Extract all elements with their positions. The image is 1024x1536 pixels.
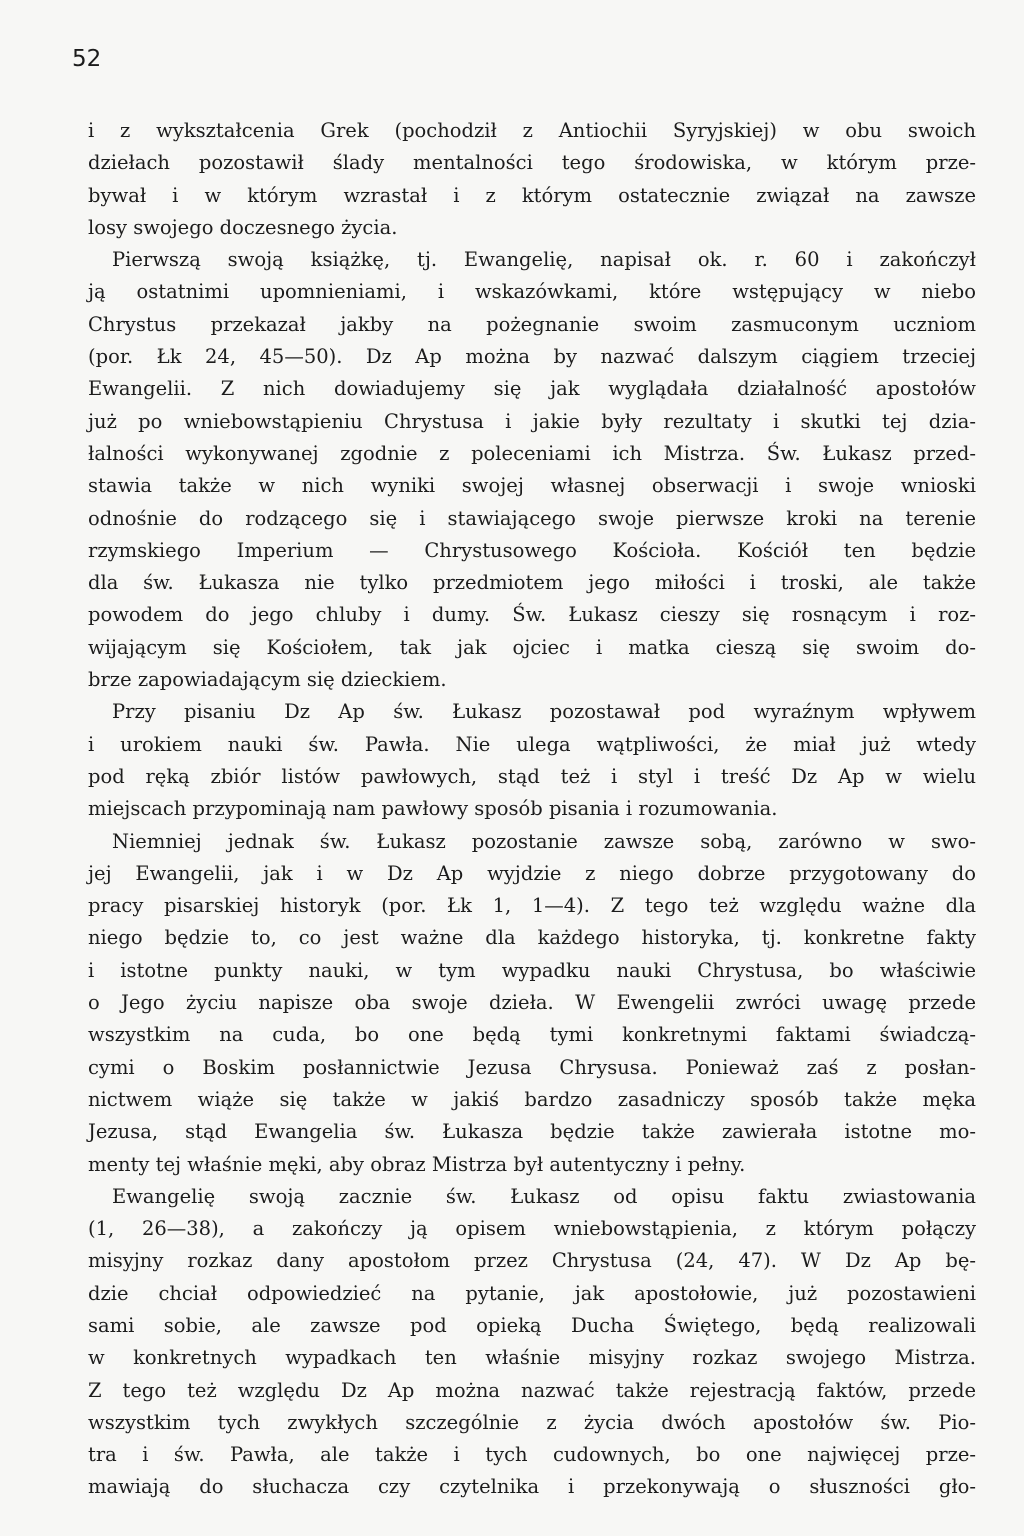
text-line: i z wykształcenia Grek (pochodził z Antiochii Syryjskiej) w obu swoich: [88, 119, 976, 142]
text-line: dzie chciał odpowiedzieć na pytanie, jak apostołowie, już pozostawieni: [88, 1281, 976, 1305]
text-line: sami sobie, ale zawsze pod opieką Ducha Świętego, będą realizowali: [88, 1313, 976, 1337]
text-line: Chrystus przekazał jakby na pożegnanie swoim zasmuconym uczniom: [88, 312, 976, 336]
text-line: brze zapowiadającym się dzieckiem.: [88, 668, 447, 692]
text-line: pracy pisarskiej historyk (por. Łk 1, 1—4). Z tego też względu ważne dla: [88, 894, 976, 918]
text-line: Przy pisaniu Dz Ap św. Łukasz pozostawał pod wyraźnym wpływem: [112, 700, 976, 724]
text-line: odnośnie do rodzącego się i stawiającego swoje pierwsze kroki na terenie: [88, 506, 976, 530]
text-line: ją ostatnimi upomnieniami, i wskazówkami, które wstępujący w niebo: [88, 280, 976, 304]
text-line: bywał i w którym wzrastał i z którym ostatecznie związał na zawsze: [88, 183, 976, 207]
text-line: Pierwszą swoją książkę, tj. Ewangelię, napisał ok. r. 60 i zakończył: [112, 248, 976, 272]
body-text: [88, 115, 976, 1504]
text-line: Ewangelii. Z nich dowiadujemy się jak wyglądała działalność apostołów: [88, 377, 976, 401]
text-line: rzymskiego Imperium — Chrystusowego Kościoła. Kościół ten będzie: [88, 538, 976, 562]
text-line: dla św. Łukasza nie tylko przedmiotem jego miłości i troski, ale także: [88, 571, 976, 595]
text-line: nictwem wiąże się także w jakiś bardzo zasadniczy sposób także męka: [88, 1087, 976, 1111]
text-line: (por. Łk 24, 45—50). Dz Ap można by nazwać dalszym ciągiem trzeciej: [88, 345, 976, 369]
text-line: (1, 26—38), a zakończy ją opisem wniebowstąpienia, z którym połączy: [88, 1217, 976, 1241]
text-line: tra i św. Pawła, ale także i tych cudownych, bo one najwięcej prze-: [88, 1443, 976, 1467]
text-line: o Jego życiu napisze oba swoje dzieła. W Ewengelii zwróci uwagę przede: [88, 991, 976, 1015]
text-line: miejscach przypominają nam pawłowy sposób pisania i rozumowania.: [88, 797, 778, 821]
page-number: 52: [72, 46, 102, 72]
text-line: i urokiem nauki św. Pawła. Nie ulega wątpliwości, że miał już wtedy: [88, 732, 976, 756]
text-line: mawiają do słuchacza czy czytelnika i przekonywają o słuszności gło-: [88, 1475, 976, 1499]
text-line: cymi o Boskim posłannictwie Jezusa Chrysusa. Ponieważ zaś z posłan-: [88, 1055, 976, 1079]
text-line: niego będzie to, co jest ważne dla każdego historyka, tj. konkretne fakty: [88, 926, 976, 950]
text-line: wijającym się Kościołem, tak jak ojciec i matka cieszą się swoim do-: [88, 635, 976, 659]
text-line: w konkretnych wypadkach ten właśnie misyjny rozkaz swojego Mistrza.: [88, 1346, 976, 1370]
text-line: Ewangelię swoją zacznie św. Łukasz od opisu faktu zwiastowania: [112, 1184, 976, 1208]
text-line: już po wniebowstąpieniu Chrystusa i jakie były rezultaty i skutki tej dzia-: [88, 409, 976, 433]
text-line: dziełach pozostawił ślady mentalności tego środowiska, w którym prze-: [88, 151, 976, 175]
text-line: losy swojego doczesnego życia.: [88, 215, 398, 239]
text-line: menty tej właśnie męki, aby obraz Mistrza był autentyczny i pełny.: [88, 1152, 746, 1176]
text-line: stawia także w nich wyniki swojej własnej obserwacji i swoje wnioski: [88, 474, 976, 498]
text-line: jej Ewangelii, jak i w Dz Ap wyjdzie z niego dobrze przygotowany do: [88, 861, 976, 885]
text-line: i istotne punkty nauki, w tym wypadku nauki Chrystusa, bo właściwie: [88, 958, 976, 982]
text-line: Jezusa, stąd Ewangelia św. Łukasza będzie także zawierała istotne mo-: [88, 1120, 976, 1144]
text-line: Niemniej jednak św. Łukasz pozostanie zawsze sobą, zarówno w swo-: [112, 829, 976, 853]
text-line: pod ręką zbiór listów pawłowych, stąd też i styl i treść Dz Ap w wielu: [88, 764, 976, 788]
text-line: misyjny rozkaz dany apostołom przez Chrystusa (24, 47). W Dz Ap bę-: [88, 1249, 976, 1273]
text-line: wszystkim tych zwykłych szczególnie z życia dwóch apostołów św. Pio-: [88, 1410, 976, 1434]
text-line: powodem do jego chluby i dumy. Św. Łukasz cieszy się rosnącym i roz-: [88, 603, 976, 627]
text-line: łalności wykonywanej zgodnie z poleceniami ich Mistrza. Św. Łukasz przed-: [88, 441, 976, 465]
text-line: wszystkim na cuda, bo one będą tymi konkretnymi faktami świadczą-: [88, 1023, 976, 1047]
text-line: Z tego też względu Dz Ap można nazwać także rejestracją faktów, przede: [88, 1378, 976, 1402]
